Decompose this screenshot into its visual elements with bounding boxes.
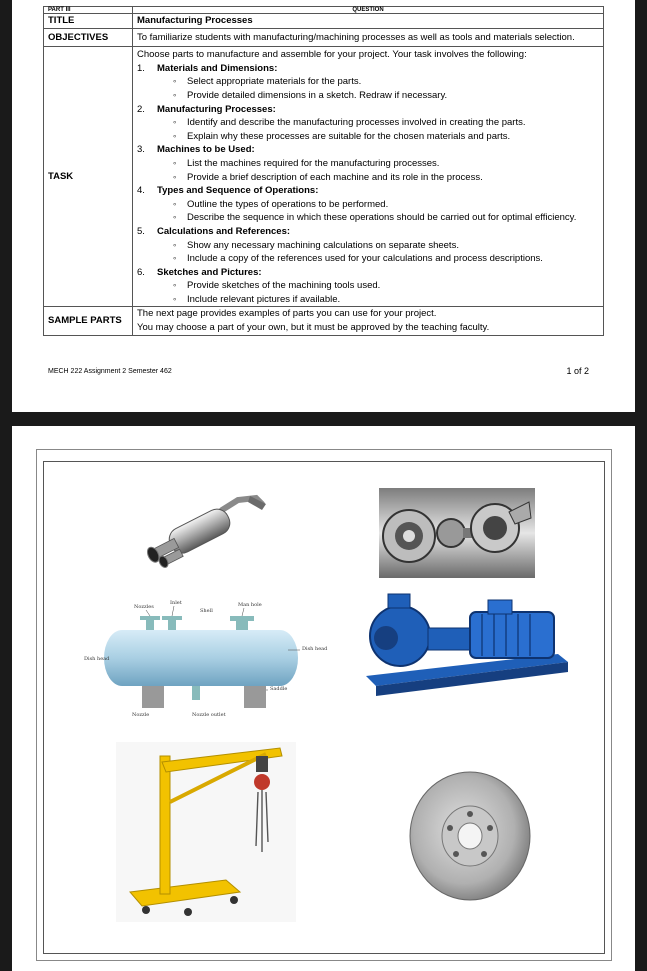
task-item xyxy=(137,143,599,157)
task-item-heading: Machines to be Used: xyxy=(157,144,255,156)
tank-label-nozzles: Nozzles xyxy=(134,604,154,610)
header-question-label: QUESTION xyxy=(352,7,384,13)
task-item xyxy=(137,184,599,198)
task-item-heading: Materials and Dimensions: xyxy=(157,62,278,74)
task-sub-item: ◦ Explain why these processes are suitable for the chosen materials and parts. xyxy=(137,130,599,144)
header-part-number: III xyxy=(65,7,71,13)
task-item xyxy=(137,225,599,239)
task-item-number: 3. xyxy=(137,144,145,156)
pressure-vessel-diagram xyxy=(84,598,328,728)
task-sub-item: ◦ List the machines required for the manufacturing processes. xyxy=(137,157,599,171)
header-part-label: PART xyxy=(48,7,64,13)
objectives-value: To familiarize students with manufacturing/machining processes as well as tools and materials selection. xyxy=(133,28,604,47)
task-sub-item: ◦ Select appropriate materials for the parts. xyxy=(137,75,599,89)
title-row xyxy=(44,14,604,29)
page-number: 1 of 2 xyxy=(566,366,589,376)
task-intro: Choose parts to manufacture and assemble for your project. Your task involves the following: xyxy=(137,49,527,61)
tank-label-dish-head-left: Dish head xyxy=(84,656,110,662)
title-value: Manufacturing Processes xyxy=(133,14,604,29)
task-item xyxy=(137,62,599,76)
tank-label-shell: Shell xyxy=(200,608,213,614)
page-1 xyxy=(12,0,635,412)
tank-label-nozzle: Nozzle xyxy=(132,712,150,718)
header-row-partial xyxy=(44,7,604,14)
sample-parts-line-2: You may choose a part of your own, but it must be approved by the teaching faculty. xyxy=(137,322,490,334)
brake-disc-image xyxy=(396,766,542,906)
task-sub-item: ◦ Outline the types of operations to be performed. xyxy=(137,198,599,212)
task-item-heading: Sketches and Pictures: xyxy=(157,266,262,278)
task-sub-item: ◦ Show any necessary machining calculations on separate sheets. xyxy=(137,239,599,253)
task-sub-item: ◦ Include a copy of the references used for your calculations and process descriptions. xyxy=(137,252,599,266)
task-sub-item: ◦ Describe the sequence in which these operations should be carried out for optimal efficiency. xyxy=(137,211,599,225)
sample-parts-row xyxy=(44,307,604,335)
exhaust-muffler-image xyxy=(130,492,270,577)
task-row xyxy=(44,47,604,307)
task-sub-item: ◦ Include relevant pictures if available. xyxy=(137,293,599,307)
sample-parts-line-1: The next page provides examples of parts you can use for your project. xyxy=(137,308,437,320)
sample-parts-label: SAMPLE PARTS xyxy=(44,307,133,335)
task-item xyxy=(137,266,599,280)
task-item xyxy=(137,103,599,117)
tank-label-inlet: Inlet xyxy=(170,600,182,606)
turbocharger-image xyxy=(379,488,535,578)
footer-course: MECH 222 Assignment 2 Semester 462 xyxy=(48,368,172,375)
tank-label-manhole: Man hole xyxy=(238,602,262,608)
objectives-row xyxy=(44,28,604,47)
objectives-label: OBJECTIVES xyxy=(44,28,133,47)
task-item-heading: Calculations and References: xyxy=(157,225,291,237)
tank-label-saddle: Saddle xyxy=(270,686,288,692)
tank-label-dish-head-right: Dish head xyxy=(302,646,328,652)
assignment-table xyxy=(43,6,604,336)
task-list xyxy=(137,62,599,307)
task-item-number: 2. xyxy=(137,103,145,115)
task-label: TASK xyxy=(44,47,133,307)
task-item-heading: Types and Sequence of Operations: xyxy=(157,185,319,197)
task-item-number: 6. xyxy=(137,266,145,278)
task-item-number: 1. xyxy=(137,62,145,74)
tank-label-nozzle-outlet: Nozzle outlet xyxy=(192,712,226,718)
jib-crane-image xyxy=(116,742,296,922)
task-sub-item: ◦ Provide sketches of the machining tools used. xyxy=(137,279,599,293)
task-item-number: 4. xyxy=(137,185,145,197)
task-sub-item: ◦ Identify and describe the manufacturing processes involved in creating the parts. xyxy=(137,116,599,130)
page-2 xyxy=(12,426,635,971)
centrifugal-pump-image xyxy=(362,588,570,704)
task-sub-item: ◦ Provide detailed dimensions in a sketch. Redraw if necessary. xyxy=(137,89,599,103)
task-item-heading: Manufacturing Processes: xyxy=(157,103,276,115)
title-label: TITLE xyxy=(44,14,133,29)
task-item-number: 5. xyxy=(137,225,145,237)
task-sub-item: ◦ Provide a brief description of each machine and its role in the process. xyxy=(137,171,599,185)
